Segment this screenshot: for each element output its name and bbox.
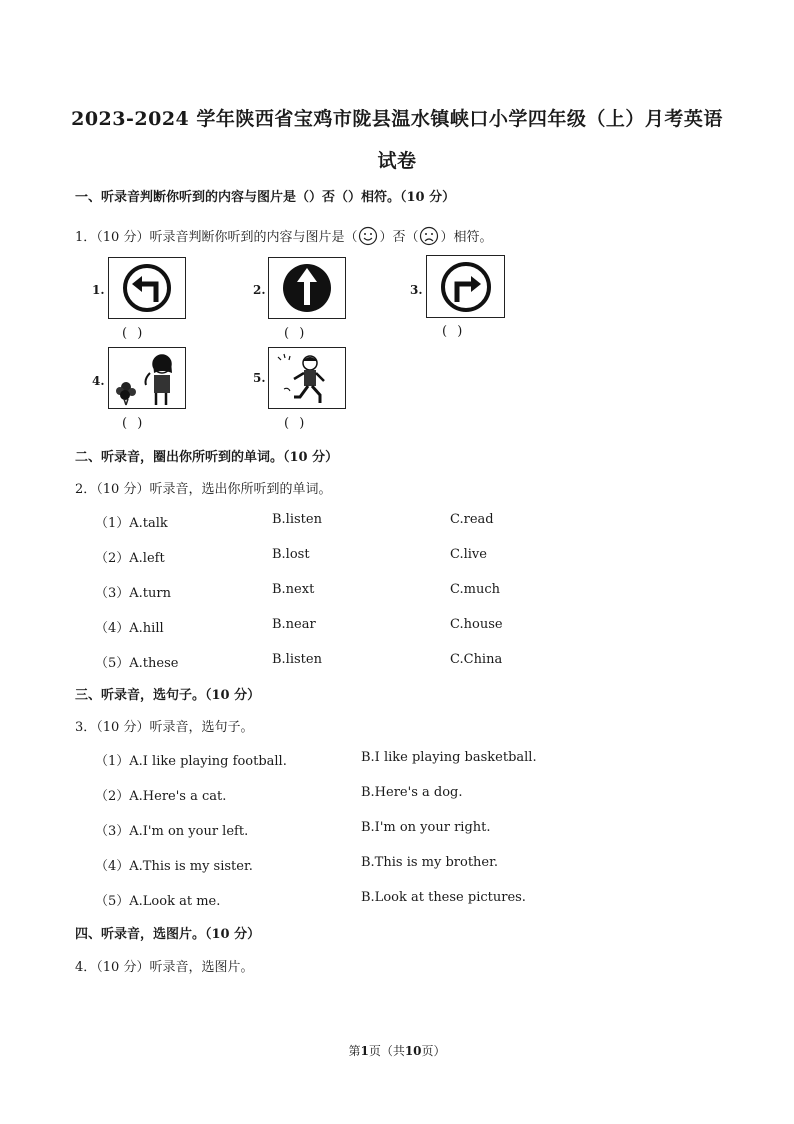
- sad-face-icon: [419, 226, 439, 246]
- question-4: 4．（10 分）听录音，选图片。: [75, 960, 254, 975]
- page-number: 1: [360, 1044, 369, 1058]
- option-a[interactable]: （5）A.these: [95, 656, 179, 671]
- picture-3: [426, 255, 505, 318]
- option-b[interactable]: B.near: [272, 617, 316, 632]
- question-1: [75, 226, 492, 246]
- option-b[interactable]: B.Here's a dog.: [361, 785, 463, 800]
- option-b[interactable]: B.I'm on your right.: [361, 820, 491, 835]
- option-b[interactable]: B.Look at these pictures.: [361, 890, 526, 905]
- picture-4: [108, 347, 186, 409]
- girl-smelling-flowers-icon: [110, 349, 184, 407]
- picture-number: 3.: [410, 283, 423, 297]
- answer-blank[interactable]: ( ): [442, 324, 466, 339]
- picture-number: 1.: [92, 283, 105, 297]
- option-b[interactable]: B.This is my brother.: [361, 855, 499, 870]
- option-a[interactable]: （2）A.Here's a cat.: [95, 789, 227, 804]
- picture-1: [108, 257, 186, 319]
- footer-suffix: 页）: [421, 1044, 446, 1058]
- answer-blank[interactable]: ( ): [284, 326, 308, 341]
- option-b[interactable]: B.I like playing basketball.: [361, 750, 537, 765]
- answer-blank[interactable]: ( ): [122, 416, 146, 431]
- question-2: 2．（10 分）听录音，选出你所听到的单词。: [75, 482, 332, 497]
- exam-title-line2: 试卷: [377, 150, 417, 172]
- option-a[interactable]: （3）A.turn: [95, 586, 171, 601]
- option-c[interactable]: C.read: [450, 512, 494, 527]
- smiley-face-icon: [358, 226, 378, 246]
- turn-left-sign-icon: [116, 262, 178, 314]
- option-a[interactable]: （3）A.I'm on your left.: [95, 824, 249, 839]
- option-c[interactable]: C.much: [450, 582, 500, 597]
- section-heading-4: 四、听录音，选图片。（10 分）: [75, 927, 261, 942]
- option-a[interactable]: （4）A.This is my sister.: [95, 859, 253, 874]
- option-a[interactable]: （4）A.hill: [95, 621, 164, 636]
- section-heading-3: 三、听录音，选句子。（10 分）: [75, 688, 261, 703]
- page-total: 10: [404, 1044, 422, 1058]
- question-1-suffix: ）相符。: [440, 230, 493, 245]
- option-c[interactable]: C.China: [450, 652, 503, 667]
- option-b[interactable]: B.lost: [272, 547, 310, 562]
- option-c[interactable]: C.house: [450, 617, 503, 632]
- question-1-prefix: 1．（10 分）听录音判断你听到的内容与图片是（: [75, 230, 358, 245]
- answer-blank[interactable]: ( ): [122, 326, 146, 341]
- go-straight-sign-icon: [276, 261, 338, 315]
- picture-2: [268, 257, 346, 319]
- option-b[interactable]: B.listen: [272, 652, 322, 667]
- section-heading-2: 二、听录音，圈出你所听到的单词。（10 分）: [75, 450, 339, 465]
- section-heading-1: 一、听录音判断你听到的内容与图片是（）否（）相符。（10 分）: [75, 190, 456, 205]
- picture-number: 4.: [92, 374, 105, 388]
- footer-prefix: 第: [348, 1044, 361, 1058]
- footer-mid: 页（共: [368, 1044, 405, 1058]
- question-1-mid: ）否（: [379, 230, 419, 245]
- option-c[interactable]: C.live: [450, 547, 487, 562]
- picture-5: [268, 347, 346, 409]
- option-b[interactable]: B.next: [272, 582, 315, 597]
- boy-running-icon: [270, 349, 344, 407]
- page-footer: [0, 1042, 794, 1059]
- exam-title-line1: 2023-2024 学年陕西省宝鸡市陇县温水镇峡口小学四年级（上）月考英语: [71, 108, 723, 130]
- turn-right-sign-icon: [435, 260, 497, 314]
- option-a[interactable]: （1）A.I like playing football.: [95, 754, 287, 769]
- option-a[interactable]: （1）A.talk: [95, 516, 168, 531]
- option-a[interactable]: （2）A.left: [95, 551, 165, 566]
- option-b[interactable]: B.listen: [272, 512, 322, 527]
- picture-number: 5.: [253, 371, 266, 385]
- question-3: 3．（10 分）听录音，选句子。: [75, 720, 254, 735]
- option-a[interactable]: （5）A.Look at me.: [95, 894, 221, 909]
- answer-blank[interactable]: ( ): [284, 416, 308, 431]
- picture-number: 2.: [253, 283, 266, 297]
